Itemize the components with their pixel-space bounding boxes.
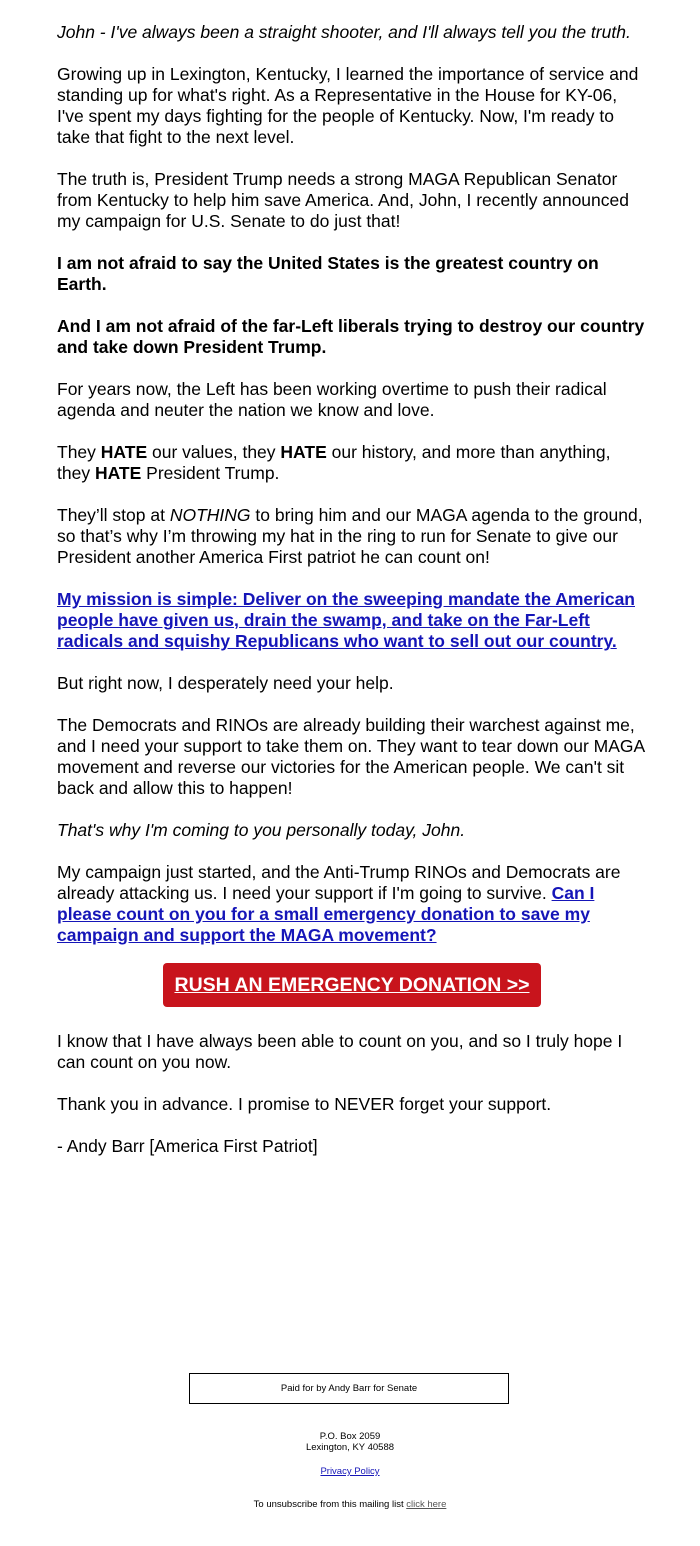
greeting-paragraph: John - I've always been a straight shooter, and I'll always tell you the truth. [57, 22, 631, 42]
nothing-paragraph: They’ll stop at NOTHING to bring him and our MAGA agenda to the ground, so that’s why I’m throwing my hat in the ring to run for Senate to give our President another America First patriot he can count on! [57, 505, 643, 567]
background-paragraph: Growing up in Lexington, Kentucky, I learned the importance of service and standing up for what's right. As a Representative in the House for KY-06, I've spent my days fighting for the people of Kentucky. Now, I'm ready to take that fight to the next level. [57, 64, 639, 147]
greatest-country-paragraph: I am not afraid to say the United States is the greatest country on Earth. [57, 253, 599, 294]
hate-emphasis: HATE [94, 463, 142, 483]
announcement-paragraph: The truth is, President Trump needs a strong MAGA Republican Senator from Kentucky to help him save America. And, John, I recently announced my campaign for U.S. Senate to do just that! [57, 169, 629, 231]
nothing-emphasis: NOTHING [169, 505, 251, 525]
privacy-row [0, 1466, 700, 1477]
warchest-paragraph: The Democrats and RINOs are already building their warchest against me, and I need your support to take them on. They want to tear down our MAGA movement and reverse our victories for the American people. We can't sit back and allow this to happen! [57, 715, 645, 798]
mission-paragraph [57, 589, 647, 652]
donation-ask-paragraph: My campaign just started, and the Anti-Trump RINOs and Democrats are already attacking us. I need your support if I'm going to survive. Can I please count on you for a small emergency donation to save my campaign and support the MAGA movement? [57, 862, 621, 945]
unsubscribe-row [0, 1499, 700, 1510]
mission-link[interactable]: My mission is simple: Deliver on the sweeping mandate the American people have given us, drain the swamp, and take on the Far-Left radicals and squishy Republicans who want to sell out our country. [57, 589, 635, 651]
count-on-you-paragraph: I know that I have always been able to count on you, and so I truly hope I can count on you now. [57, 1031, 623, 1072]
unsubscribe-link[interactable]: click here [406, 1499, 447, 1510]
donate-button-row [57, 963, 647, 1007]
personal-appeal-paragraph: That's why I'm coming to you personally today, John. [57, 820, 466, 840]
hate-emphasis: HATE [100, 442, 148, 462]
need-help-paragraph: But right now, I desperately need your help. [57, 673, 394, 693]
left-agenda-paragraph: For years now, the Left has been working overtime to push their radical agenda and neuter the nation we know and love. [57, 379, 607, 420]
paid-for-disclaimer: Paid for by Andy Barr for Senate [189, 1373, 509, 1404]
address-line: Lexington, KY 40588 [305, 1442, 395, 1453]
donation-ask-link[interactable]: Can I please count on you for a small emergency donation to save my campaign and support the MAGA movement? [57, 883, 595, 945]
address-line: P.O. Box 2059 [319, 1431, 381, 1442]
privacy-policy-link[interactable]: Privacy Policy [320, 1466, 380, 1477]
hate-emphasis: HATE [280, 442, 327, 462]
emergency-donation-button[interactable]: RUSH AN EMERGENCY DONATION >> [163, 963, 540, 1007]
hate-paragraph: They HATE our values, they HATE our history, and more than anything, they HATE President Trump. [57, 442, 611, 483]
unsubscribe-text: To unsubscribe from this mailing list [253, 1499, 407, 1510]
mailing-address [0, 1431, 700, 1453]
email-body [57, 22, 647, 1178]
signature: - Andy Barr [America First Patriot] [57, 1136, 318, 1156]
thank-you-paragraph: Thank you in advance. I promise to NEVER forget your support. [57, 1094, 552, 1114]
not-afraid-paragraph: And I am not afraid of the far-Left liberals trying to destroy our country and take down President Trump. [57, 316, 645, 357]
